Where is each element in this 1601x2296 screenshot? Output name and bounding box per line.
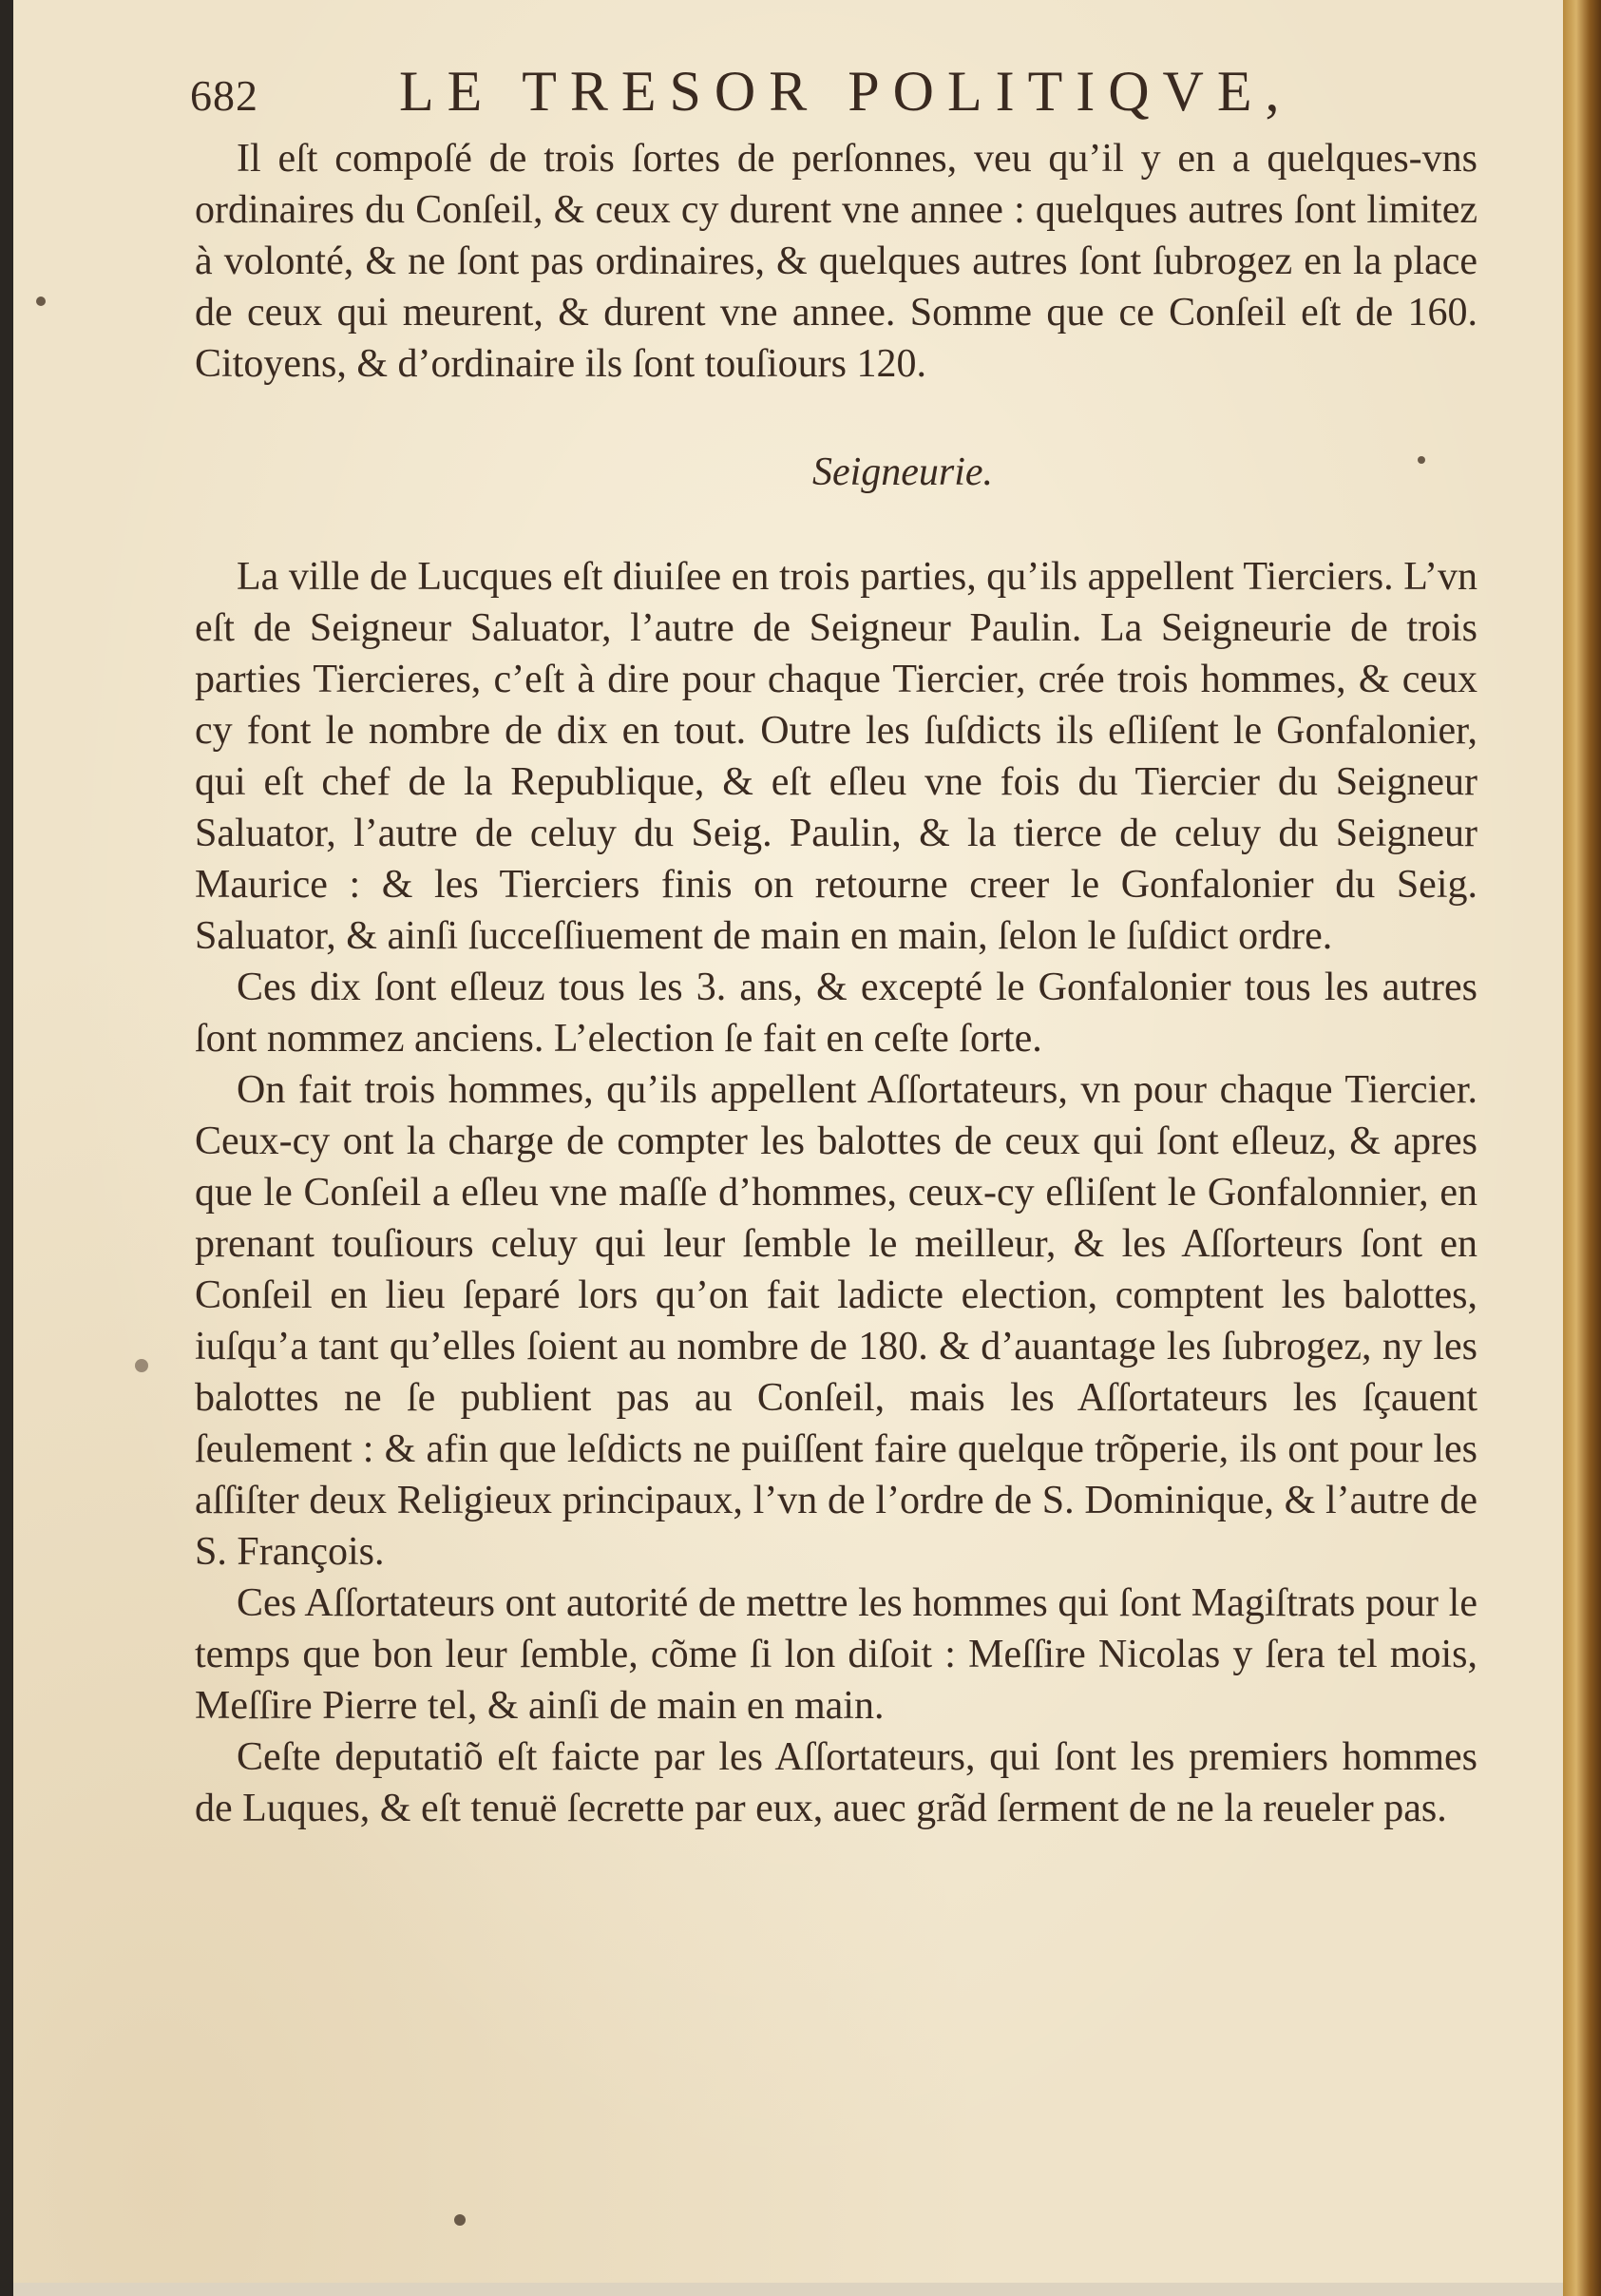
paragraph-secret-deputation: Ceſte deputatiõ eſt faicte par les Aſſortateurs, qui ſont les premiers hommes de Luques, & eſt tenuë ſecrette par eux, auec grãd ſerment de ne la reueler pas.	[195, 1735, 1477, 1830]
paragraph-election-every-three-years: Ces dix ſont eſleuz tous les 3. ans, & excepté le Gonfalonier tous les autres ſont nommez anciens. L’election ſe fait en ceſte ſorte.	[195, 966, 1477, 1061]
page-number: 682	[190, 71, 258, 120]
bottom-scan-border	[13, 2283, 1563, 2296]
paragraph-magistrate-terms: Ces Aſſortateurs ont autorité de mettre les hommes qui ſont Magiſtrats pour le temps que bon leur ſemble, cõme ſi lon diſoit : Meſſire Nicolas y ſera tel mois, Meſſire Pierre tel, & ainſi de main en main.	[195, 1581, 1477, 1728]
ink-speck	[454, 2214, 466, 2226]
running-head	[190, 59, 1311, 125]
running-title: LE TRESOR POLITIQVE,	[399, 60, 1293, 123]
paragraph-lucca-divisions: La ville de Lucques eſt diuiſee en trois parties, qu’ils appellent Tierciers. L’vn eſt de Seigneur Saluator, l’autre de Seigneur Paulin. La Seigneurie de trois parties Tiercieres, c’eſt à dire pour chaque Tiercier, crée trois hommes, & ceux cy font le nombre de dix en tout. Outre les ſuſdicts ils eſliſent le Gonfalonier, qui eſt chef de la Republique, & eſt eſleu vne fois du Tiercier du Seigneur Saluator, l’autre de celuy du Seig. Paulin, & la tierce de celuy du Seigneur Maurice : & les Tierciers finis on retourne creer le Gonfalonier du Seig. Saluator, & ainſi ſucceſſiuement de main en main, ſelon le ſuſdict ordre.	[195, 555, 1477, 958]
left-scan-border	[0, 0, 13, 2296]
body-text	[195, 133, 1477, 1834]
section-heading: Seigneurie.	[811, 450, 994, 494]
ink-speck	[135, 1359, 148, 1372]
ink-speck	[36, 297, 46, 306]
ink-speck	[1418, 456, 1425, 464]
paragraph-council-composition: Il eſt compoſé de trois ſortes de perſonnes, veu qu’il y en a quelques-vns ordinaires du Conſeil, & ceux cy durent vne annee : quelques autres ſont limitez à volonté, & ne ſont pas ordinaires, & quelques autres ſont ſubrogez en la place de ceux qui meurent, & durent vne annee. Somme que ce Conſeil eſt de 160. Citoyens, & d’ordinaire ils ſont touſiours 120.	[195, 137, 1477, 386]
gilt-page-edge	[1563, 0, 1601, 2296]
paragraph-assortateurs: On fait trois hommes, qu’ils appellent Aſſortateurs, vn pour chaque Tiercier. Ceux-cy ont la charge de compter les balottes de ceux qui ſont eſleuz, & apres que le Conſeil a eſleu vne maſſe d’hommes, ceux-cy eſliſent le Gonfalonnier, en prenant touſiours celuy qui leur ſemble le meilleur, & les Aſſorteurs ſont en Conſeil en lieu ſeparé lors qu’on fait ladicte election, comptent les balottes, iuſqu’a tant qu’elles ſoient au nombre de 180. & d’auantage les ſubrogez, ny les balottes ne ſe publient pas au Conſeil, mais les Aſſortateurs les ſçauent ſeulement : & afin que leſdicts ne puiſſent faire quelque trõperie, ils ont pour les aſſiſter deux Religieux principaux, l’vn de l’ordre de S. Dominique, & l’autre de S. François.	[195, 1068, 1477, 1574]
